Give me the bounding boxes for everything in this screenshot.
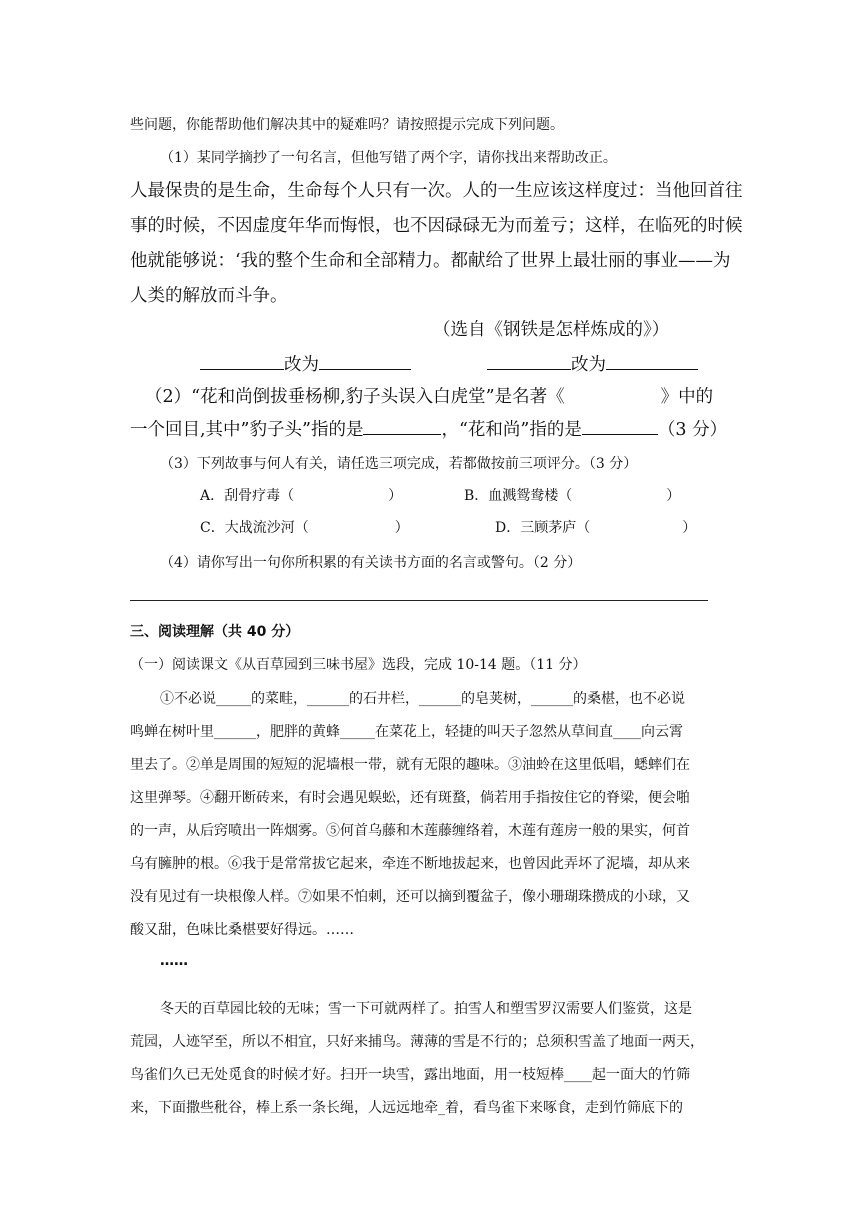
passage-line-11: 鸟雀们久已无处觅食的时候才好。扫开一块雪，露出地面，用一枝短棒____起一面大的竹筛 — [130, 1067, 690, 1083]
passage-line-7: 没有见过有一块根像人样。⑦如果不怕刺，还可以摘到覆盆子，像小珊瑚珠攒成的小球，又 — [130, 889, 690, 905]
section3-part1-prompt: （一）阅读课文《从百草园到三味书屋》选段，完成 10-14 题。（11 分） — [130, 657, 587, 673]
q2-huaheshang-blank[interactable] — [582, 417, 658, 436]
q4-answer-line[interactable] — [130, 600, 708, 601]
q3-prompt: （3）下列故事与何人有关，请任选三项完成，若都做按前三项评分。（3 分） — [160, 456, 638, 472]
passage-line-9: 冬天的百草园比较的无味；雪一下可就两样了。拍雪人和塑雪罗汉需要人们鉴赏，这是 — [160, 1001, 692, 1017]
q1-quote-line-4: 人类的解放而斗争。 — [130, 286, 288, 306]
q1-correction-row-2 — [487, 351, 698, 376]
passage-line-6: 乌有臃肿的根。⑥我于是常常拔它起来，牵连不断地拔起来，也曾因此弄坏了泥墙，却从来 — [130, 856, 690, 872]
passage-line-1: ①不必说_____的菜畦，______的石井栏，______的皂荚树，______的桑椹，也不必说 — [160, 691, 685, 707]
q3-option-c-label: C．大战流沙河（ — [200, 520, 309, 536]
q2-text-d: ，“花和尚”指的是 — [441, 420, 582, 440]
passage-line-4: 这里弹琴。④翻开断砖来，有时会遇见蜈蚣，还有斑蝥，倘若用手指按住它的脊梁，便会啪 — [130, 790, 690, 806]
q2-text-a: （2）“花和尚倒拔垂杨柳,豹子头误入白虎堂”是名著《 — [145, 387, 565, 407]
q1-source: （选自《钢铁是怎样炼成的》） — [433, 320, 670, 340]
q3-option-b-label: B．血溅鸳鸯楼（ — [464, 488, 573, 504]
passage-line-2: 鸣蝉在树叶里______，肥胖的黄蜂_____在菜花上，轻捷的叫天子忽然从草间直____向云霄 — [130, 724, 683, 740]
q1-quote-line-3: 他就能够说：‘我的整个生命和全部精力。都献给了世界上最壮丽的事业——为 — [130, 251, 731, 271]
passage-line-10: 荒园，人迹罕至，所以不相宜，只好来捕鸟。薄薄的雪是不行的；总须积雪盖了地面一两天， — [130, 1034, 704, 1050]
intro-text: 些问题，你能帮助他们解决其中的疑难吗？请按照提示完成下列问题。 — [130, 117, 564, 133]
passage-line-8: 酸又甜，色味比桑椹要好得远。…… — [130, 922, 354, 938]
q2-points: （3 分） — [657, 420, 728, 440]
q2-line-2 — [130, 416, 727, 441]
passage-line-5: 的一声，从后窍喷出一阵烟雾。⑤何首乌藤和木莲藤缠络着，木莲有莲房一般的果实，何首 — [130, 823, 690, 839]
q3-option-a-close: ） — [388, 488, 403, 504]
q3-option-c — [200, 517, 409, 537]
q4-prompt: （4）请你写出一句你所积累的有关读书方面的名言或警句。（2 分） — [160, 555, 582, 571]
q2-text-c: 一个回目,其中”豹子头”指的是 — [130, 420, 364, 440]
q3-option-d — [495, 517, 696, 537]
q1-blank-wrong-2[interactable] — [487, 352, 571, 371]
q3-option-b — [464, 485, 680, 505]
q1-correction-row — [200, 351, 411, 376]
q1-change-label-2: 改为 — [571, 355, 606, 375]
q3-option-a — [200, 485, 402, 505]
q2-text-b: 》中的 — [660, 387, 714, 407]
q3-option-a-label: A．刮骨疗毒（ — [200, 488, 295, 504]
passage-line-3: 里去了。②单是周围的短短的泥墙根一带，就有无限的趣味。③油蛉在这里低唱，蟋蟀们在 — [130, 757, 690, 773]
q1-blank-correct-2[interactable] — [606, 352, 698, 371]
q3-option-d-close: ） — [682, 520, 697, 536]
q2-baozitou-blank[interactable] — [363, 417, 441, 436]
passage-ellipsis: …… — [160, 953, 188, 969]
q3-option-d-label: D．三顾茅庐（ — [495, 520, 591, 536]
q3-option-c-close: ） — [394, 520, 409, 536]
section3-title: 三、阅读理解（共 40 分） — [130, 624, 300, 640]
passage-line-12: 来，下面撒些秕谷，棒上系一条长绳，人远远地牵_着，看鸟雀下来啄食，走到竹筛底下的 — [130, 1100, 683, 1116]
q2-line-1 — [145, 383, 713, 408]
q1-change-label-1: 改为 — [284, 355, 319, 375]
q1-quote-line-2: 事的时候，不因虚度年华而悔恨，也不因碌碌无为而羞亏；这样，在临死的时候 — [130, 216, 743, 236]
q1-blank-wrong-1[interactable] — [200, 352, 284, 371]
q1-quote-line-1: 人最保贵的是生命，生命每个人只有一次。人的一生应该这样度过：当他回首往 — [130, 181, 743, 201]
q1-prompt: （1）某同学摘抄了一句名言，但他写错了两个字，请你找出来帮助改正。 — [160, 150, 617, 166]
q3-option-b-close: ） — [666, 488, 681, 504]
q1-blank-correct-1[interactable] — [319, 352, 411, 371]
